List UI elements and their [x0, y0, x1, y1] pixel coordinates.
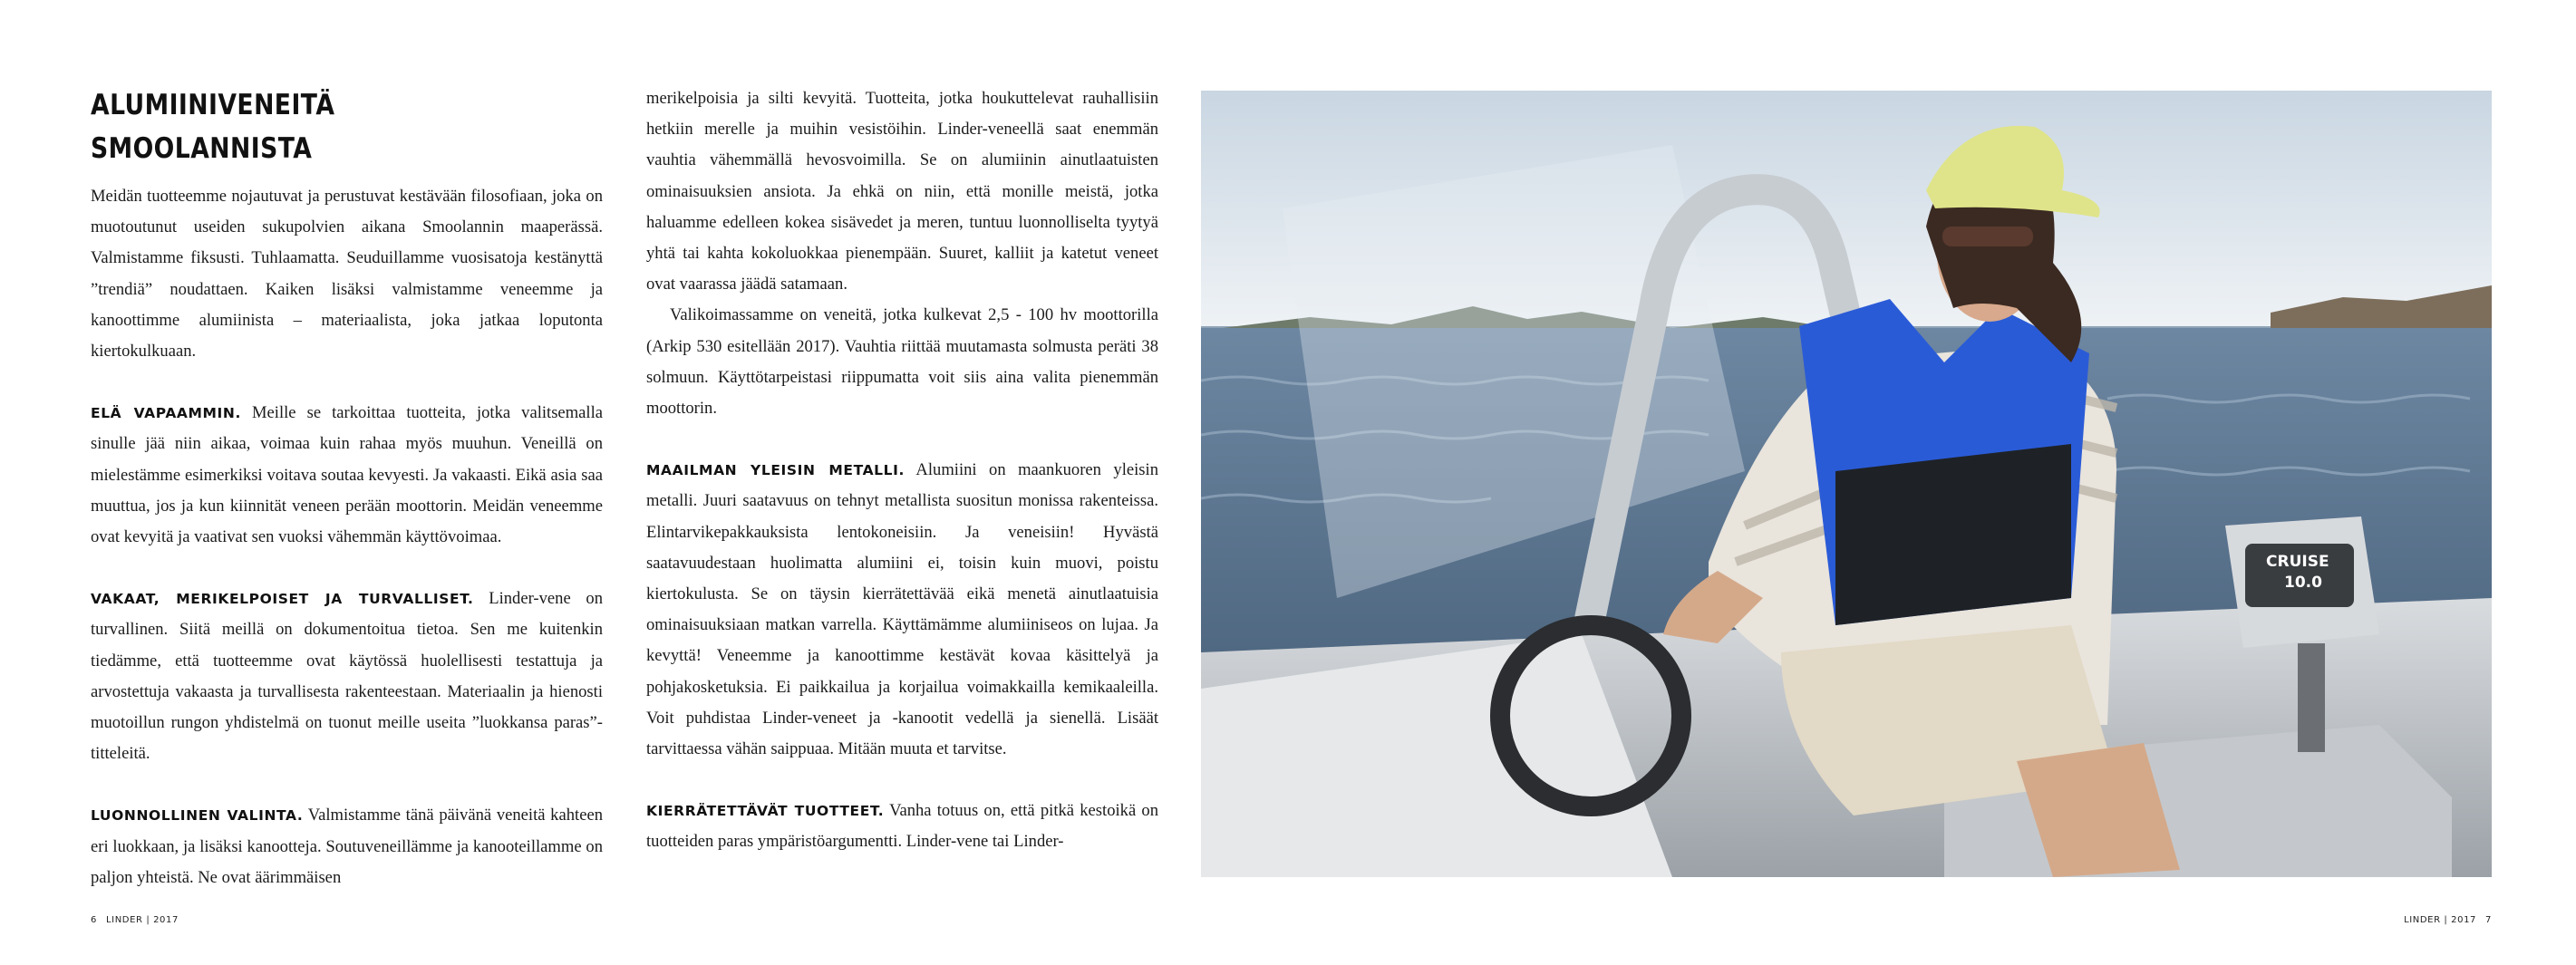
- section-lead: KIERRÄTETTÄVÄT TUOTTEET.: [646, 803, 885, 820]
- footer-left: [91, 915, 179, 925]
- section-text: Vanha totuus on, että pitkä kestoikä on tuotteiden paras ympäristöargumentti. Linder-vene tai Linder-: [646, 801, 1158, 852]
- section-natural-choice: [91, 800, 603, 893]
- section-text: Alumiini on maankuoren yleisin metalli. Juuri saatavuus on tehnyt metallista suositun monissa rakenteissa. Elintarvikepakkauksista lentokoneisiin. Ja veneisiin! Hyvästä saatavuudestaan huolimatta alumiini ei, toisin kuin muovi, poistu kiertokulusta. Se on täysin kierrätettävää eikä menetä ainutlaatuisia ominaisuuksiaan matkan varrella. Käyttämämme alumiiniseos on lujaa. Ja kevyttä! Veneemme ja kanoottimme kestävät kovaa käsittelyä ja pohjakosketuksia. Ei paikkailua ja korjailua voimakkailla kemikaaleilla. Voit puhdistaa Linder-veneet ja -kanootit vedellä ja sienellä. Lisäät tarvittaessa vähän saippuaa. Mitään muuta et tarvitse.: [646, 460, 1158, 759]
- outboard-label-size: 10.0: [2284, 574, 2322, 592]
- life-vest-dark: [1835, 444, 2071, 625]
- page-number-left: 6: [91, 915, 97, 925]
- section-text: Meille se tarkoittaa tuotteita, jotka valitsemalla sinulle jää niin aikaa, voimaa kuin rahaa myös muuhun. Veneillä on mielestämme esimerkiksi voitava soutaa kevyesti. Ja vakaasti. Eikä asia saa muuttua, jos ja kun kiinnität veneen perään moottorin. Meidän veneemme ovat kevyitä ja vaativat sen vuoksi vähemmän käyttövoimaa.: [91, 403, 603, 547]
- sunglasses: [1942, 227, 2033, 246]
- engine-paragraph: Valikoimassamme on veneitä, jotka kulkevat 2,5 - 100 hv moottorilla (Arkip 530 esitellään 2017). Vauhtia riittää muutamasta solmusta peräti 38 solmuun. Käyttötarpeistasi riippumatta voit siis aina valita pienemmän moottorin.: [646, 305, 1158, 419]
- outboard-label: CRUISE: [2266, 553, 2329, 571]
- section-live-freer: [91, 398, 603, 553]
- footer-right: [2404, 915, 2492, 925]
- article-title: ALUMIINIVENEITÄ SMOOLANNISTA: [91, 89, 335, 165]
- section-lead: VAKAAT, MERIKELPOISET JA TURVALLISET.: [91, 591, 474, 608]
- section-common-metal: [646, 455, 1158, 765]
- section-stable-safe: [91, 584, 603, 769]
- continued-paragraph: merikelpoisia ja silti kevyitä. Tuotteita, jotka houkuttelevat rauhallisiin hetkiin merelle ja muihin vesistöihin. Linder-veneellä saat enemmän vauhtia vähemmällä hevosvoimilla. Se on alumiinin ainutlaatuisten ominaisuuksien ansiota. Ja ehkä on niin, että monille meistä, jotka haluamme edelleen kokea sisävedet ja meren, tuntuu luonnolliselta tyytyä yhtä tai kahta kokoluokkaa pienempään. Suuret, kalliit ja katetut veneet ovat vaarassa jäädä satamaan.: [646, 89, 1158, 294]
- footer-brand-left: LINDER | 2017: [105, 915, 179, 925]
- boat-photo: [1201, 91, 2492, 877]
- text-column-left: [91, 83, 603, 893]
- section-lead: ELÄ VAPAAMMIN.: [91, 405, 241, 422]
- page-number-right: 7: [2485, 915, 2492, 925]
- section-text: Linder-vene on turvallinen. Siitä meillä on dokumentoitua tietoa. Sen me kuitenkin tiedämme, että tuotteemme ovat käytössä huolellisesti testattuja ja arvostettuja vakaasta ja turvallisesta rakenteestaan. Materiaalin ja hienosti muotoillun rungon yhdistelmä on tuonut meille useita ”luokkansa paras”-titteleitä.: [91, 589, 604, 764]
- text-column-middle: [646, 83, 1158, 858]
- intro-paragraph: Meidän tuotteemme nojautuvat ja perustuvat kestävään filosofiaan, joka on muotoutunut useiden sukupolvien aikana Smoolannin maaperässä. Valmistamme fiksusti. Tuhlaamatta. Seuduillamme vuosisatoja kestänyttä ”trendiä” noudattaen. Kaiken lisäksi valmistamme veneemme ja kanoottimme alumiinista – materiaalista, joka jatkaa loputonta kiertokulkuaan.: [91, 187, 603, 362]
- section-lead: LUONNOLLINEN VALINTA.: [91, 807, 304, 825]
- section-lead: MAAILMAN YLEISIN METALLI.: [646, 462, 905, 479]
- section-recyclable: [646, 796, 1158, 857]
- section-text: Valmistamme tänä päivänä veneitä kahteen eri luokkaan, ja lisäksi kanootteja. Soutuveneillämme ja kanooteillamme on paljon yhteistä. Ne ovat äärimmäisen: [91, 806, 603, 887]
- footer-brand-right: LINDER | 2017: [2404, 915, 2477, 925]
- photo-illustration: [1201, 91, 2492, 877]
